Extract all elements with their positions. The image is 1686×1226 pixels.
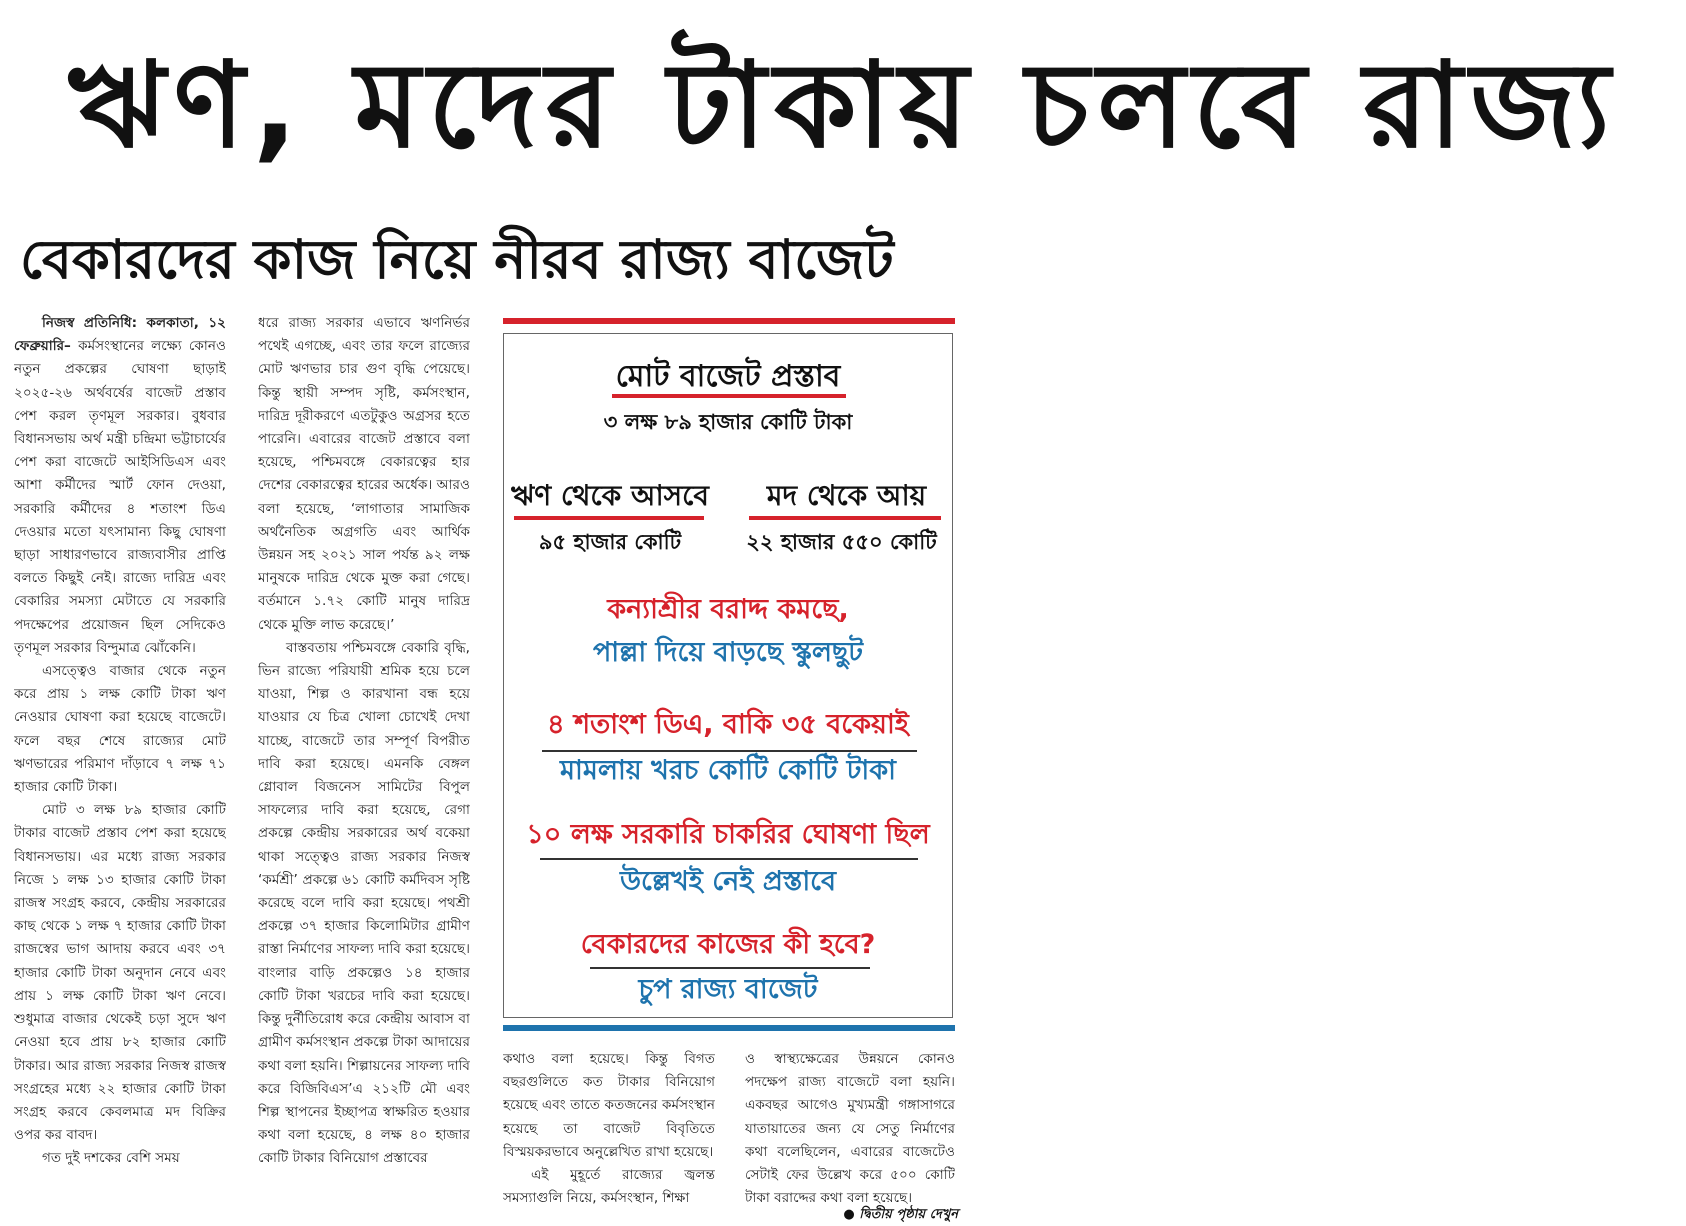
article-column-3 bbox=[503, 1048, 715, 1225]
article-column-2 bbox=[258, 312, 470, 1225]
loan-label: ঋণ থেকে আসবে bbox=[511, 479, 709, 512]
infobox-total: ৩ লক্ষ ৮৯ হাজার কোটি টাকা bbox=[603, 410, 853, 434]
liquor-value: ২২ হাজার ৫৫০ কোটি bbox=[746, 530, 937, 554]
article-paragraph: গত দুই দশকের বেশি সময় bbox=[42, 1150, 180, 1167]
infobox-item-blue: মামলায় খরচ কোটি কোটি টাকা bbox=[560, 755, 896, 786]
article-paragraph: কথাও বলা হয়েছে। কিন্তু বিগত বছরগুলিতে কত টাকার বিনিয়োগ হয়েছে এবং তাতে কতজনের কর্মসংস্থান হয়েছে তা বাজেট বিবৃতিতে বিস্ময়করভাবে অনুল্লেখিত রাখা হয়েছে। bbox=[503, 1051, 715, 1160]
infobox-item-blue: উল্লেখই নেই প্রস্তাবে bbox=[619, 866, 837, 897]
article-paragraph: এই মুহূর্তে রাজ্যের জ্বলন্ত সমস্যাগুলি নিয়ে, কর্মসংস্থান, শিক্ষা bbox=[503, 1167, 715, 1207]
article-paragraph: বাস্তবতায় পশ্চিমবঙ্গে বেকারি বৃদ্ধি, ভিন রাজ্যে পরিযায়ী শ্রমিক হয়ে চলে যাওয়া, শিল্প ও কারখানা বন্ধ হয়ে যাওয়ার যে চিত্র খোলা চোখেই দেখা যাচ্ছে, বাজেটে তার সম্পূর্ণ বিপরীত দাবি করা হয়েছে। এমনকি বেঙ্গল গ্লোবাল বিজনেস সামিটের বিপুল সাফল্যের দাবি করা হয়েছে, রেগা প্রকল্পে কেন্দ্রীয় সরকারের অর্থ বকেয়া থাকা সত্ত্বেও রাজ্য সরকার নিজস্ব ‘কর্মশ্রী’ প্রকল্পে ৬১ কোটি কর্মদিবস সৃষ্টি করেছে বলে দাবি করা হয়েছে। পথশ্রী প্রকল্পে ৩৭ হাজার কিলোমিটার গ্রামীণ রাস্তা নির্মাণের সাফল্য দাবি করা হয়েছে। বাংলার বাড়ি প্রকল্পেও ১৪ হাজার কোটি টাকা খরচের দাবি করা হয়েছে। কিন্তু দুর্নীতিরোধ করে কেন্দ্রীয় আবাস বা গ্রামীণ কর্মসংস্থান প্রকল্পে টাকা আদায়ের কথা বলা হয়নি। শিল্পায়নের সাফল্য দাবি করে বিজিবিএস’এ ২১২টি মৌ এবং শিল্প স্থাপনের ইচ্ছাপত্র স্বাক্ষরিত হওয়ার কথা বলা হয়েছে, ৪ লক্ষ ৪০ হাজার কোটি টাকার বিনিয়োগ প্রস্তাবের bbox=[258, 639, 470, 1167]
infobox-top-rule bbox=[503, 318, 955, 324]
bullet-icon: ● bbox=[843, 1207, 860, 1222]
infobox-item-red: ১০ লক্ষ সরকারি চাকরির ঘোষণা ছিল bbox=[526, 819, 930, 850]
article-column-4 bbox=[745, 1048, 955, 1225]
infobox-item-blue: পাল্লা দিয়ে বাড়ছে স্কুলছুট bbox=[592, 637, 864, 668]
infobox-title: মোট বাজেট প্রস্তাব bbox=[615, 359, 841, 394]
byline: নিজস্ব প্রতিনিধি: কলকাতা, ১২ ফেব্রুয়ারি– bbox=[14, 315, 226, 355]
infobox-item-red: ৪ শতাংশ ডিএ, বাকি ৩৫ বকেয়াই bbox=[547, 709, 909, 740]
article-paragraph: এসত্ত্বেও বাজার থেকে নতুন করে প্রায় ১ লক্ষ কোটি টাকা ঋণ নেওয়ার ঘোষণা করা হয়েছে বাজেটে। ফলে বছর শেষে রাজ্যের মোট ঋণভারের পরিমাণ দাঁড়াবে ৭ লক্ষ ৭১ হাজার কোটি টাকা। bbox=[14, 663, 226, 796]
infobox-item-red: বেকারদের কাজের কী হবে? bbox=[580, 929, 876, 960]
infobox-separator bbox=[540, 858, 918, 860]
liquor-label: মদ থেকে আয় bbox=[766, 479, 927, 512]
loan-value: ৯৫ হাজার কোটি bbox=[538, 530, 682, 554]
infobox-bottom-rule bbox=[503, 1025, 955, 1031]
article-paragraph: মোট ৩ লক্ষ ৮৯ হাজার কোটি টাকার বাজেট প্রস্তাব পেশ করা হয়েছে বিধানসভায়। এর মধ্যে রাজ্য সরকার নিজে ১ লক্ষ ১৩ হাজার কোটি টাকা রাজস্ব সংগ্রহ করবে, কেন্দ্রীয় সরকারের কাছ থেকে ১ লক্ষ ৭ হাজার কোটি টাকা রাজস্বের ভাগ আদায় করবে এবং ৩৭ হাজার কোটি টাকা অনুদান নেবে এবং প্রায় ১ লক্ষ কোটি টাকা ঋণ নেবে। শুধুমাত্র বাজার থেকেই চড়া সুদে ঋণ নেওয়া হবে প্রায় ৮২ হাজার কোটি টাকার। আর রাজ্য সরকার নিজস্ব রাজস্ব সংগ্রহের মধ্যে ২২ হাজার কোটি টাকা সংগ্রহ করবে কেবলমাত্র মদ বিক্রির ওপর কর বাবদ। bbox=[14, 802, 226, 1144]
infobox-item-blue: চুপ রাজ্য বাজেট bbox=[638, 974, 818, 1005]
infobox-title-underline bbox=[612, 394, 846, 398]
loan-underline bbox=[514, 516, 704, 520]
budget-infobox bbox=[503, 333, 953, 1018]
article-paragraph: ও স্বাস্থ্যক্ষেত্রের উন্নয়নে কোনও পদক্ষেপ রাজ্য বাজেটে বলা হয়নি। একবছর আগেও মুখ্যমন্ত্রী গঙ্গাসাগরে যাতায়াতের জন্য যে সেতু নির্মাণের কথা বলেছিলেন, এবারের বাজেটেও সেটাই ফের উল্লেখ করে ৫০০ কোটি টাকা বরাদ্দের কথা বলা হয়েছে। bbox=[745, 1051, 955, 1207]
article-column-1 bbox=[14, 312, 226, 1225]
sub-headline: বেকারদের কাজ নিয়ে নীরব রাজ্য বাজেট bbox=[20, 228, 894, 291]
liquor-underline bbox=[749, 516, 941, 520]
article-paragraph: ধরে রাজ্য সরকার এভাবে ঋণনির্ভর পথেই এগচ্ছে, এবং তার ফলে রাজ্যের মোট ঋণভার চার গুণ বৃদ্ধি পেয়েছে। কিন্তু স্থায়ী সম্পদ সৃষ্টি, কর্মসংস্থান, দারিদ্র দূরীকরণে এতটুকুও অগ্রসর হতে পারেনি। এবারের বাজেট প্রস্তাবে বলা হয়েছে, পশ্চিমবঙ্গে বেকারত্বের হার দেশের বেকারত্বের হারের অর্ধেক। আরও বলা হয়েছে, ‘লাগাতার সামাজিক অর্থনৈতিক অগ্রগতি এবং আর্থিক উন্নয়ন সহ ২০২১ সাল পর্যন্ত ৯২ লক্ষ মানুষকে দারিদ্র থেকে মুক্ত করা গেছে। বর্তমানে ১.৭২ কোটি মানুষ দারিদ্র থেকে মুক্তি লাভ করেছে।’ bbox=[258, 315, 470, 633]
infobox-item-red: কন্যাশ্রীর বরাদ্দ কমছে, bbox=[607, 594, 849, 625]
continued-on-page-2[interactable]: ● দ্বিতীয় পৃষ্ঠায় দেখুন bbox=[843, 1207, 958, 1222]
article-paragraph: নিজস্ব প্রতিনিধি: কলকাতা, ১২ ফেব্রুয়ারি– কর্মসংস্থানের লক্ষ্যে কোনও নতুন প্রকল্পের ঘোষণা ছাড়াই ২০২৫-২৬ অর্থবর্ষের বাজেট প্রস্তাব পেশ করল তৃণমূল সরকার। বুধবার বিধানসভায় অর্থ মন্ত্রী চন্দ্রিমা ভট্টাচার্যের পেশ করা বাজেটে আইসিডিএস এবং আশা কর্মীদের স্মার্ট ফোন দেওয়া, সরকারি কর্মীদের ৪ শতাংশ ডিএ দেওয়ার মতো যৎসামান্য কিছু ঘোষণা ছাড়া সাধারণভাবে রাজ্যবাসীর প্রাপ্তি বলতে কিছুই নেই। রাজ্যে দারিদ্র এবং বেকারির সমস্যা মেটাতে যে সরকারি পদক্ষেপের প্রয়োজন ছিল সেদিকেও তৃণমূল সরকার বিন্দুমাত্র ঝোঁকেনি। bbox=[14, 315, 226, 656]
main-headline: ঋণ, মদের টাকায় চলবে রাজ্য bbox=[67, 36, 1619, 174]
